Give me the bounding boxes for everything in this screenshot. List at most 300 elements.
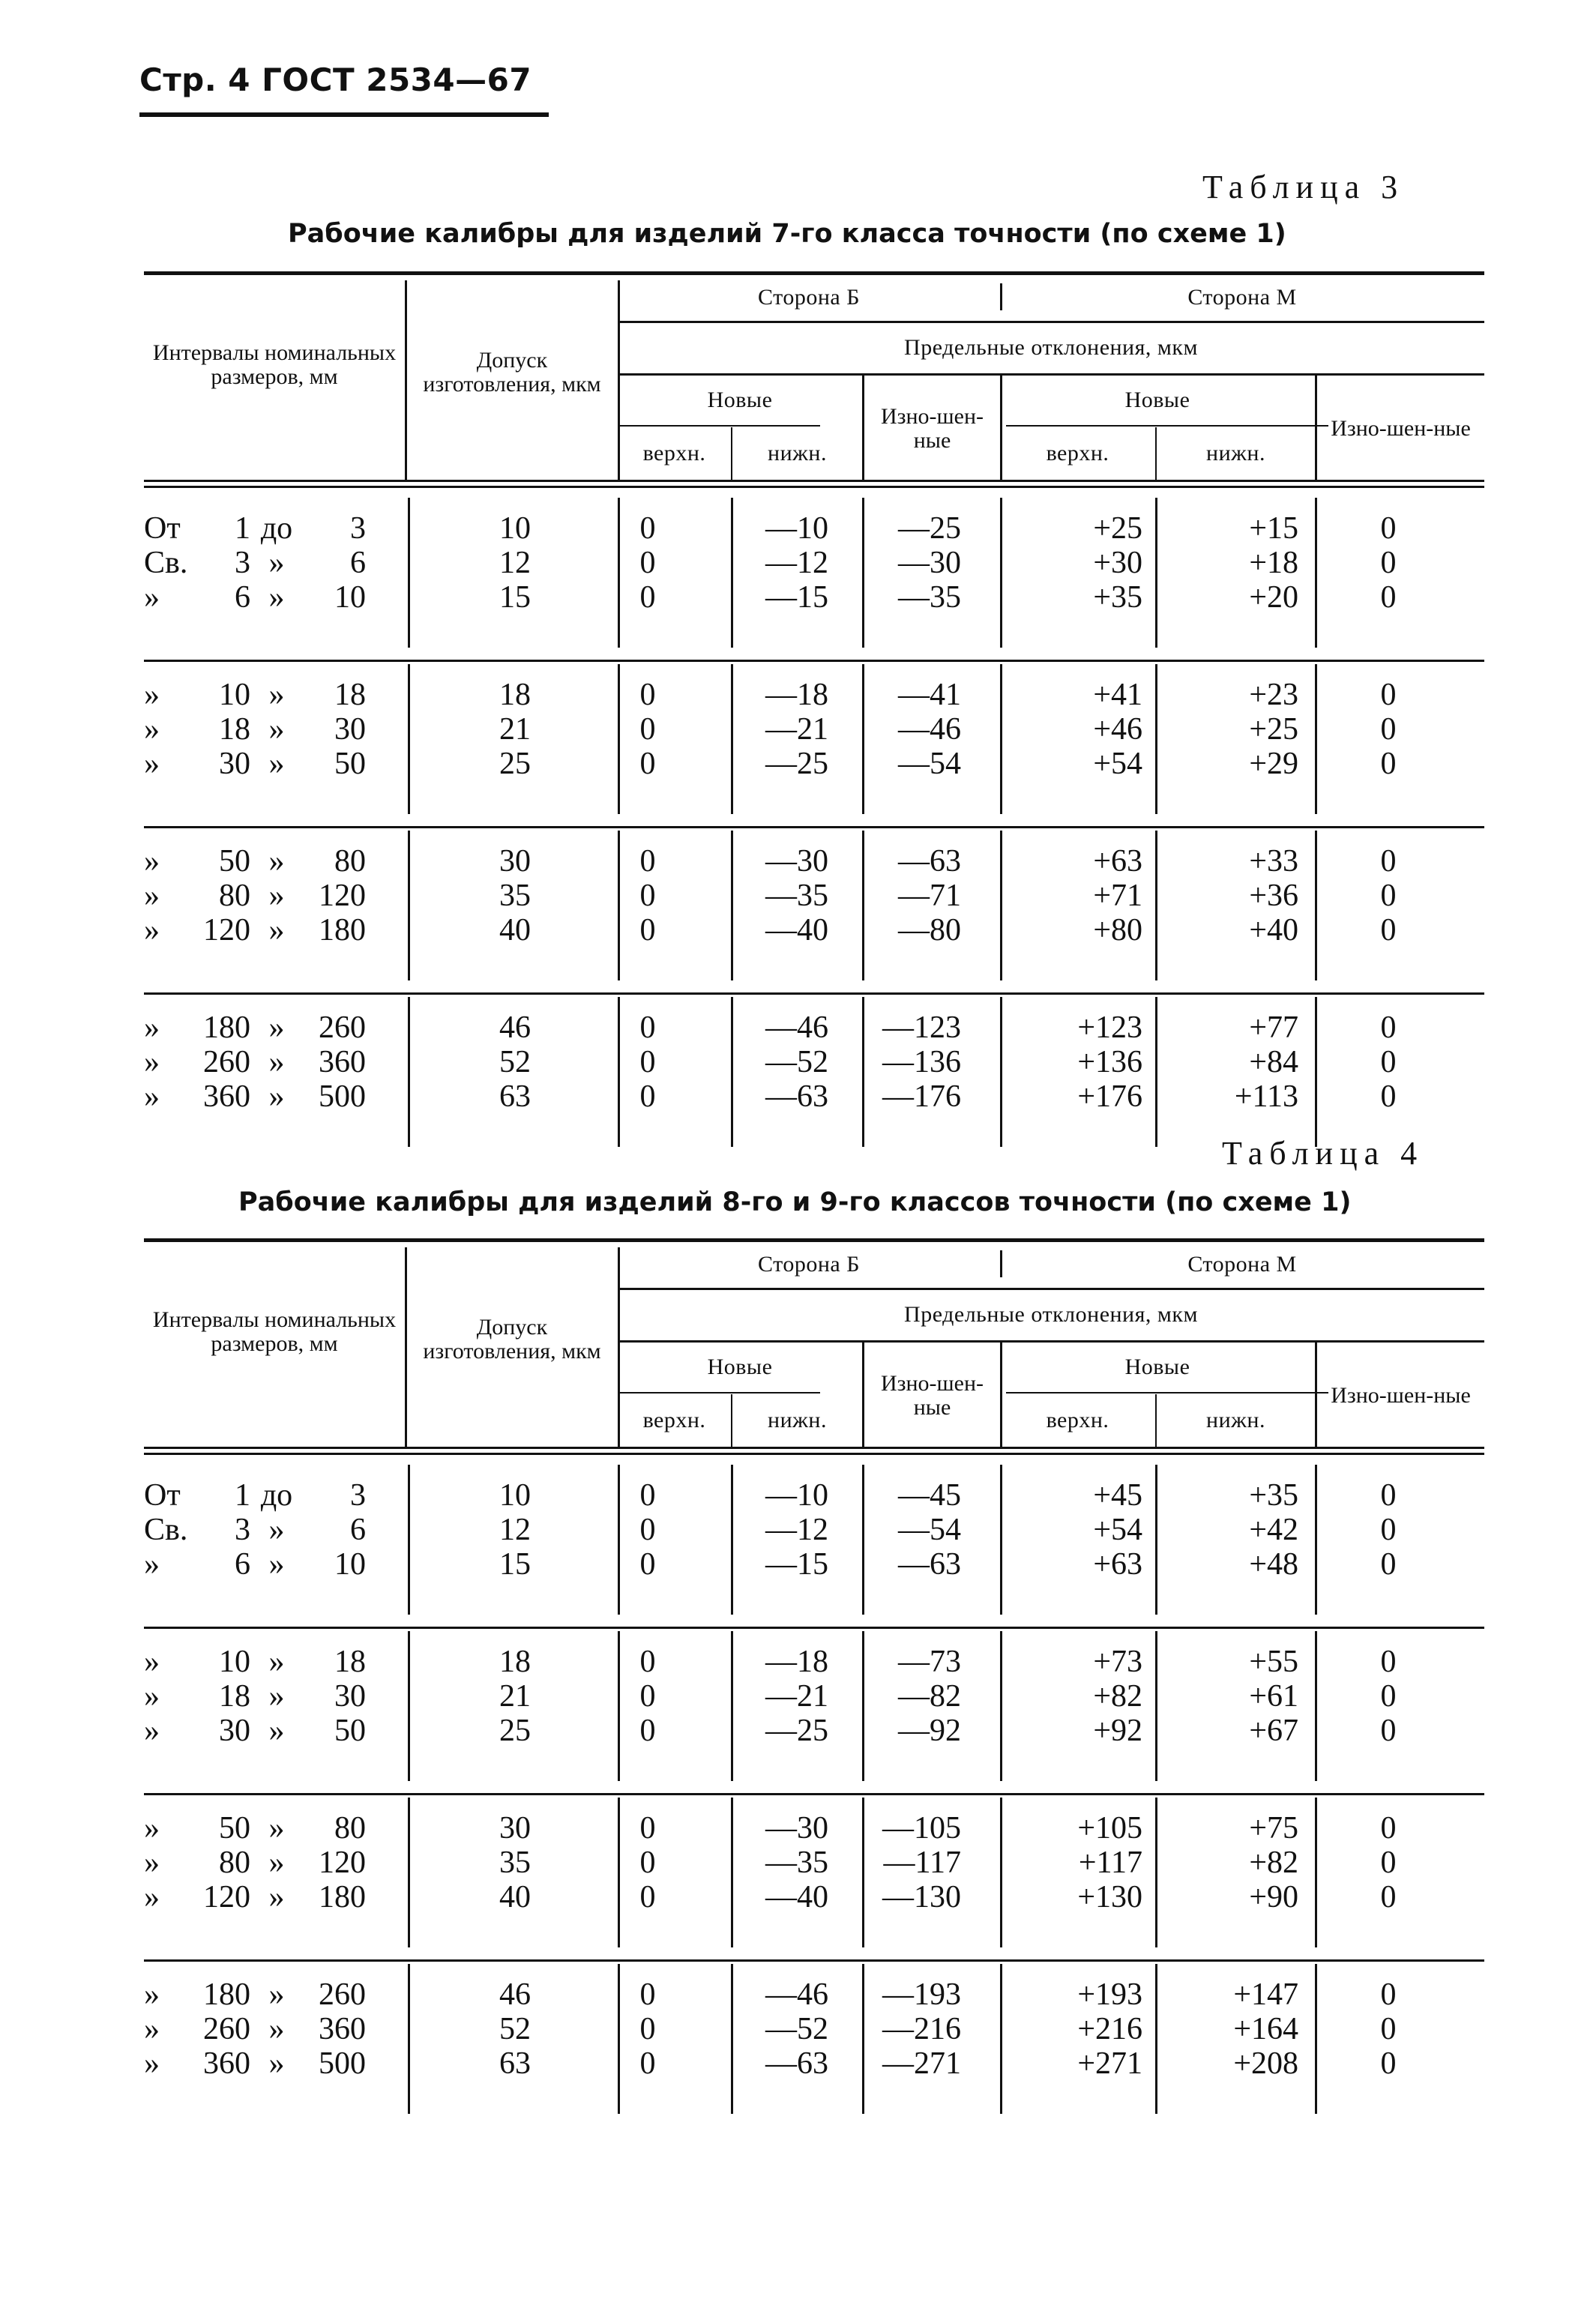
m-new-header: Новые: [1124, 388, 1190, 413]
data-vline: [731, 1964, 733, 2114]
cell-tol: 10: [499, 1478, 531, 1513]
cell-m-low: +113: [1234, 1079, 1298, 1114]
cell-b-low: —15: [765, 1547, 828, 1582]
header-hline: [1006, 1392, 1328, 1393]
range-a: 10: [219, 678, 250, 712]
data-vline: [1000, 664, 1002, 814]
range-a: 180: [203, 1977, 250, 2012]
range-pre: »: [144, 1811, 160, 1845]
range-a: 120: [203, 913, 250, 947]
range-sep: »: [268, 1679, 285, 1714]
range-a-column: [193, 511, 250, 615]
range-sep: »: [268, 2012, 285, 2046]
range-b: 500: [319, 2046, 366, 2081]
b-low-column: [738, 1478, 828, 1582]
cell-b-up: 0: [639, 1645, 656, 1679]
range-pre: »: [144, 1977, 160, 2012]
m-up-column: [1023, 1645, 1142, 1748]
data-vline: [408, 997, 410, 1147]
range-a: 50: [219, 844, 250, 879]
cell-tol: 10: [499, 511, 531, 546]
range-a: 3: [235, 546, 250, 580]
cell-m-low: +18: [1249, 546, 1298, 580]
b-up-column: [625, 1478, 670, 1582]
cell-m-low: +36: [1249, 879, 1298, 913]
range-b: 6: [350, 1513, 366, 1547]
cell-b-low: —21: [765, 1679, 828, 1714]
cell-m-worn: 0: [1380, 511, 1397, 546]
cell-b-worn: —35: [898, 580, 961, 615]
b-low-column: [738, 1010, 828, 1114]
range-a-column: [193, 678, 250, 781]
b-worn-header: Изно-шен-ные: [880, 1371, 984, 1420]
cell-b-worn: —80: [898, 913, 961, 947]
cell-m-up: +80: [1093, 913, 1142, 947]
cell-tol: 30: [499, 1811, 531, 1845]
header-bottom-rule: [144, 480, 1484, 482]
range-b-column: [298, 1645, 366, 1748]
cell-m-worn: 0: [1380, 1811, 1397, 1845]
range-sep: »: [268, 712, 285, 747]
b-upper-header: верхн.: [642, 1408, 706, 1433]
cell-tol: 25: [499, 747, 531, 781]
cell-b-low: —52: [765, 1045, 828, 1079]
data-vline: [408, 664, 410, 814]
range-pre: »: [144, 1079, 160, 1114]
cell-b-low: —40: [765, 913, 828, 947]
tolerance-header: Допуск изготовления, мкм: [423, 348, 601, 397]
range-a: 30: [219, 747, 250, 781]
cell-tol: 35: [499, 879, 531, 913]
range-a: 10: [219, 1645, 250, 1679]
cell-b-up: 0: [639, 546, 656, 580]
cell-b-low: —46: [765, 1010, 828, 1045]
data-vline: [731, 997, 733, 1147]
cell-m-up: +63: [1093, 1547, 1142, 1582]
range-pre: »: [144, 1679, 160, 1714]
range-b: 30: [334, 1679, 366, 1714]
b-up-column: [625, 1977, 670, 2081]
cell-m-low: +15: [1249, 511, 1298, 546]
range-b: 180: [319, 913, 366, 947]
cell-b-low: —40: [765, 1880, 828, 1914]
tol-column: [465, 1645, 565, 1748]
data-vline: [1155, 498, 1157, 648]
range-sep-column: [255, 844, 298, 947]
m-worn-column: [1358, 1977, 1418, 2081]
cell-b-up: 0: [639, 844, 656, 879]
range-sep-column: [255, 1645, 298, 1748]
cell-b-low: —15: [765, 580, 828, 615]
data-vline: [731, 1465, 733, 1615]
side-b-header: Сторона Б: [758, 1252, 860, 1277]
cell-b-worn: —73: [898, 1645, 961, 1679]
tol-column: [465, 844, 565, 947]
range-b-column: [298, 511, 366, 615]
cell-b-low: —63: [765, 1079, 828, 1114]
b-up-column: [625, 1811, 670, 1914]
range-b: 3: [350, 1478, 366, 1513]
range-sep: »: [268, 1010, 285, 1045]
m-up-column: [1023, 1478, 1142, 1582]
cell-b-worn: —45: [898, 1478, 961, 1513]
cell-b-worn: —216: [882, 2012, 961, 2046]
tol-column: [465, 1010, 565, 1114]
cell-m-worn: 0: [1380, 1977, 1397, 2012]
tol-column: [465, 1811, 565, 1914]
cell-tol: 12: [499, 546, 531, 580]
range-pre: »: [144, 712, 160, 747]
table-top-rule: [144, 271, 1484, 275]
range-a-column: [193, 1478, 250, 1582]
range-pre: »: [144, 879, 160, 913]
cell-b-worn: —271: [882, 2046, 961, 2081]
b-low-column: [738, 678, 828, 781]
cell-tol: 46: [499, 1977, 531, 2012]
range-b: 3: [350, 511, 366, 546]
group-rule: [144, 660, 1484, 662]
cell-b-up: 0: [639, 1811, 656, 1845]
header-hline: [618, 373, 1484, 376]
range-pre: »: [144, 1714, 160, 1748]
range-sep: »: [268, 2046, 285, 2081]
header-hline: [618, 1288, 1484, 1290]
range-a: 3: [235, 1513, 250, 1547]
range-a: 260: [203, 2012, 250, 2046]
m-low-column: [1186, 1977, 1298, 2081]
range-pre: »: [144, 1045, 160, 1079]
b-worn-column: [852, 678, 961, 781]
cell-m-worn: 0: [1380, 678, 1397, 712]
b-worn-column: [852, 1977, 961, 2081]
cell-b-up: 0: [639, 1977, 656, 2012]
m-worn-column: [1358, 1645, 1418, 1748]
range-a: 360: [203, 1079, 250, 1114]
range-a: 18: [219, 1679, 250, 1714]
cell-m-worn: 0: [1380, 546, 1397, 580]
range-sep: »: [268, 580, 285, 615]
cell-b-up: 0: [639, 1547, 656, 1582]
header-hline: [1006, 425, 1328, 427]
b-up-column: [625, 678, 670, 781]
data-vline: [731, 1631, 733, 1781]
cell-b-worn: —82: [898, 1679, 961, 1714]
range-b-column: [298, 1977, 366, 2081]
data-vline: [1155, 664, 1157, 814]
cell-m-low: +55: [1249, 1645, 1298, 1679]
range-pre: От: [144, 1478, 181, 1513]
range-sep-column: [255, 1811, 298, 1914]
range-pre: »: [144, 1880, 160, 1914]
data-vline: [1315, 1631, 1317, 1781]
cell-tol: 21: [499, 712, 531, 747]
cell-m-low: +75: [1249, 1811, 1298, 1845]
header-vline: [405, 1247, 407, 1447]
m-upper-header: верхн.: [1046, 1408, 1109, 1433]
data-vline: [1315, 997, 1317, 1147]
b-low-column: [738, 1811, 828, 1914]
cell-b-worn: —176: [882, 1079, 961, 1114]
cell-b-low: —12: [765, 546, 828, 580]
data-vline: [1315, 498, 1317, 648]
range-a: 6: [235, 1547, 250, 1582]
range-a: 6: [235, 580, 250, 615]
table3-title: Рабочие калибры для изделий 7-го класса точности (по схеме 1): [288, 219, 1286, 249]
b-lower-header: нижн.: [768, 441, 827, 466]
header-bottom-rule: [144, 486, 1484, 488]
cell-m-up: +136: [1077, 1045, 1142, 1079]
range-b: 50: [334, 747, 366, 781]
b-worn-header: Изно-шен-ные: [880, 404, 984, 453]
cell-m-up: +30: [1093, 546, 1142, 580]
range-b: 50: [334, 1714, 366, 1748]
range-pre: »: [144, 2012, 160, 2046]
table3-label: Таблица 3: [1202, 169, 1405, 205]
cell-b-up: 0: [639, 580, 656, 615]
b-new-header: Новые: [707, 388, 773, 413]
cell-tol: 15: [499, 580, 531, 615]
b-worn-column: [852, 1811, 961, 1914]
cell-m-up: +123: [1077, 1010, 1142, 1045]
cell-b-worn: —193: [882, 1977, 961, 2012]
header-hline: [618, 1340, 1484, 1343]
cell-b-up: 0: [639, 1714, 656, 1748]
cell-m-low: +77: [1249, 1010, 1298, 1045]
data-vline: [1155, 1465, 1157, 1615]
cell-b-up: 0: [639, 2012, 656, 2046]
range-a-column: [193, 1645, 250, 1748]
cell-b-up: 0: [639, 1045, 656, 1079]
cell-tol: 40: [499, 1880, 531, 1914]
cell-b-low: —12: [765, 1513, 828, 1547]
data-vline: [618, 664, 620, 814]
range-sep: до: [260, 511, 293, 546]
m-worn-column: [1358, 1478, 1418, 1582]
data-vline: [1000, 1964, 1002, 2114]
range-sep: »: [268, 1880, 285, 1914]
data-vline: [408, 1465, 410, 1615]
data-vline: [1155, 997, 1157, 1147]
b-low-column: [738, 511, 828, 615]
cell-m-worn: 0: [1380, 844, 1397, 879]
cell-b-worn: —54: [898, 1513, 961, 1547]
cell-tol: 40: [499, 913, 531, 947]
range-a: 1: [235, 511, 250, 546]
range-sep: »: [268, 1977, 285, 2012]
cell-m-up: +54: [1093, 747, 1142, 781]
cell-m-up: +45: [1093, 1478, 1142, 1513]
range-a-column: [193, 844, 250, 947]
cell-b-up: 0: [639, 511, 656, 546]
table4-label: Таблица 4: [1222, 1135, 1424, 1172]
b-worn-column: [852, 1010, 961, 1114]
m-worn-column: [1358, 1811, 1418, 1914]
cell-b-low: —25: [765, 747, 828, 781]
cell-m-worn: 0: [1380, 747, 1397, 781]
range-pre: »: [144, 580, 160, 615]
cell-m-up: +117: [1078, 1845, 1142, 1880]
limits-header: Предельные отклонения, мкм: [904, 1302, 1198, 1328]
cell-tol: 30: [499, 844, 531, 879]
range-pre-column: [144, 1645, 193, 1748]
m-worn-column: [1358, 678, 1418, 781]
tolerance-header: Допуск изготовления, мкм: [423, 1315, 601, 1364]
cell-b-up: 0: [639, 1010, 656, 1045]
range-b-column: [298, 844, 366, 947]
range-a-column: [193, 1811, 250, 1914]
m-new-header: Новые: [1124, 1355, 1190, 1380]
range-sep: до: [260, 1478, 293, 1513]
cell-m-low: +208: [1233, 2046, 1298, 2081]
data-vline: [1315, 1798, 1317, 1947]
data-vline: [1155, 1631, 1157, 1781]
table4-title: Рабочие калибры для изделий 8-го и 9-го классов точности (по схеме 1): [238, 1187, 1352, 1217]
cell-m-worn: 0: [1380, 1010, 1397, 1045]
page-header: Стр. 4 ГОСТ 2534—67: [139, 61, 532, 98]
cell-b-low: —18: [765, 678, 828, 712]
m-low-column: [1186, 511, 1298, 615]
range-a: 18: [219, 712, 250, 747]
m-lower-header: нижн.: [1206, 1408, 1265, 1433]
range-a-column: [193, 1977, 250, 2081]
range-pre-column: [144, 844, 193, 947]
data-vline: [618, 1631, 620, 1781]
cell-m-worn: 0: [1380, 580, 1397, 615]
m-low-column: [1186, 678, 1298, 781]
side-m-header: Сторона М: [1187, 1252, 1297, 1277]
range-pre: »: [144, 678, 160, 712]
cell-b-worn: —136: [882, 1045, 961, 1079]
range-sep: »: [268, 546, 285, 580]
cell-b-up: 0: [639, 1845, 656, 1880]
cell-b-low: —10: [765, 1478, 828, 1513]
tol-column: [465, 511, 565, 615]
b-new-header: Новые: [707, 1355, 773, 1380]
data-vline: [1315, 664, 1317, 814]
range-b-column: [298, 678, 366, 781]
cell-b-up: 0: [639, 1880, 656, 1914]
range-pre-column: [144, 511, 193, 615]
cell-m-worn: 0: [1380, 1045, 1397, 1079]
m-low-column: [1186, 1478, 1298, 1582]
cell-m-low: +35: [1249, 1478, 1298, 1513]
cell-b-low: —35: [765, 879, 828, 913]
cell-m-worn: 0: [1380, 1513, 1397, 1547]
cell-b-low: —25: [765, 1714, 828, 1748]
m-low-column: [1186, 844, 1298, 947]
cell-b-up: 0: [639, 1079, 656, 1114]
data-vline: [618, 498, 620, 648]
cell-m-low: +48: [1249, 1547, 1298, 1582]
cell-m-low: +25: [1249, 712, 1298, 747]
b-low-column: [738, 844, 828, 947]
cell-b-worn: —117: [883, 1845, 961, 1880]
cell-m-up: +105: [1077, 1811, 1142, 1845]
side-b-header: Сторона Б: [758, 285, 860, 310]
range-a: 180: [203, 1010, 250, 1045]
range-b: 80: [334, 1811, 366, 1845]
cell-m-up: +41: [1093, 678, 1142, 712]
range-pre-column: [144, 1977, 193, 2081]
cell-tol: 15: [499, 1547, 531, 1582]
m-low-column: [1186, 1811, 1298, 1914]
header-bottom-rule: [144, 1447, 1484, 1449]
tol-column: [465, 1977, 565, 2081]
b-worn-column: [852, 1645, 961, 1748]
data-vline: [731, 831, 733, 980]
data-vline: [1000, 1798, 1002, 1947]
cell-m-up: +46: [1093, 712, 1142, 747]
cell-b-up: 0: [639, 1478, 656, 1513]
cell-m-low: +20: [1249, 580, 1298, 615]
cell-b-up: 0: [639, 879, 656, 913]
data-vline: [1000, 498, 1002, 648]
cell-m-low: +61: [1249, 1679, 1298, 1714]
range-b: 500: [319, 1079, 366, 1114]
cell-m-low: +29: [1249, 747, 1298, 781]
cell-m-worn: 0: [1380, 913, 1397, 947]
range-sep-column: [255, 1010, 298, 1114]
data-vline: [1155, 831, 1157, 980]
range-pre: »: [144, 913, 160, 947]
m-upper-header: верхн.: [1046, 441, 1109, 466]
cell-b-worn: —130: [882, 1880, 961, 1914]
cell-m-up: +35: [1093, 580, 1142, 615]
m-worn-column: [1358, 1010, 1418, 1114]
b-up-column: [625, 511, 670, 615]
range-b: 10: [334, 1547, 366, 1582]
data-vline: [408, 831, 410, 980]
cell-m-up: +73: [1093, 1645, 1142, 1679]
range-b: 18: [334, 1645, 366, 1679]
range-sep: »: [268, 1547, 285, 1582]
cell-m-low: +23: [1249, 678, 1298, 712]
range-b: 6: [350, 546, 366, 580]
cell-m-low: +164: [1233, 2012, 1298, 2046]
cell-m-worn: 0: [1380, 879, 1397, 913]
cell-m-worn: 0: [1380, 1547, 1397, 1582]
table-top-rule: [144, 1238, 1484, 1242]
cell-b-low: —46: [765, 1977, 828, 2012]
table4: [144, 1238, 1484, 2115]
side-m-header: Сторона М: [1187, 285, 1297, 310]
range-pre: »: [144, 2046, 160, 2081]
group-rule: [144, 992, 1484, 995]
header-rule: [139, 112, 549, 117]
range-sep-column: [255, 511, 298, 615]
cell-m-worn: 0: [1380, 1679, 1397, 1714]
cell-tol: 63: [499, 1079, 531, 1114]
cell-b-low: —21: [765, 712, 828, 747]
cell-m-worn: 0: [1380, 1645, 1397, 1679]
data-vline: [408, 1798, 410, 1947]
b-worn-column: [852, 1478, 961, 1582]
range-b: 120: [319, 879, 366, 913]
data-vline: [408, 1631, 410, 1781]
cell-tol: 18: [499, 678, 531, 712]
cell-b-worn: —54: [898, 747, 961, 781]
b-worn-column: [852, 511, 961, 615]
data-vline: [618, 997, 620, 1147]
tol-column: [465, 1478, 565, 1582]
range-sep: »: [268, 1645, 285, 1679]
limits-header: Предельные отклонения, мкм: [904, 335, 1198, 361]
cell-m-up: +176: [1077, 1079, 1142, 1114]
range-a: 80: [219, 879, 250, 913]
cell-b-low: —30: [765, 1811, 828, 1845]
range-sep: »: [268, 1714, 285, 1748]
range-sep-column: [255, 1478, 298, 1582]
